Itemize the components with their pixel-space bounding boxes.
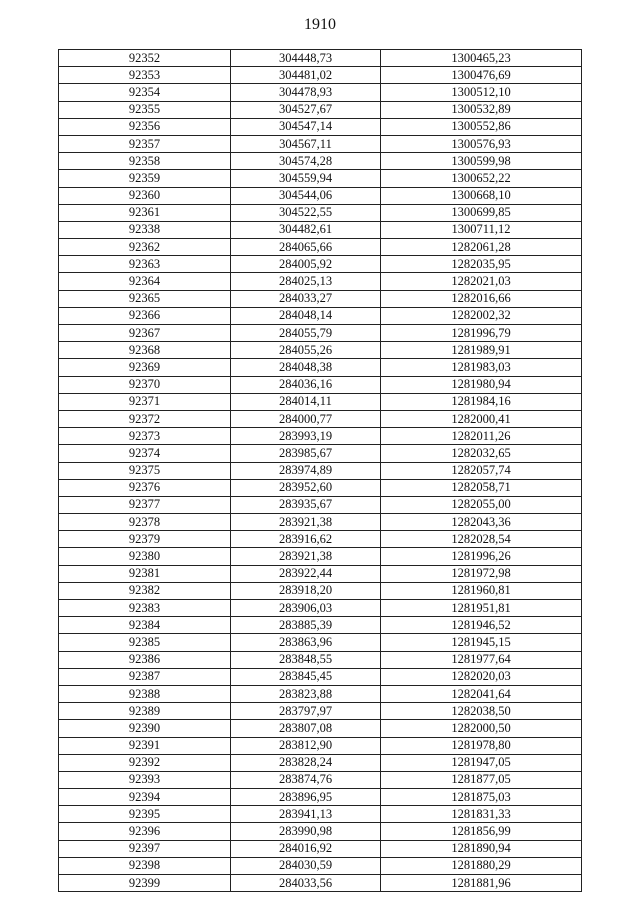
x-coordinate-cell: 283990,98 (231, 823, 381, 840)
table-row (59, 479, 582, 496)
y-coordinate-cell: 1281996,79 (381, 325, 582, 342)
point-number-cell: 92395 (59, 806, 231, 823)
point-number-cell: 92394 (59, 789, 231, 806)
x-coordinate-cell: 284048,38 (231, 359, 381, 376)
x-coordinate-cell: 304574,28 (231, 153, 381, 170)
table-row (59, 857, 582, 874)
y-coordinate-cell: 1300652,22 (381, 170, 582, 187)
table-row (59, 170, 582, 187)
y-coordinate-cell: 1281945,15 (381, 634, 582, 651)
point-number-cell: 92355 (59, 101, 231, 118)
y-coordinate-cell: 1282041,64 (381, 685, 582, 702)
x-coordinate-cell: 283885,39 (231, 617, 381, 634)
point-number-cell: 92399 (59, 875, 231, 892)
point-number-cell: 92370 (59, 376, 231, 393)
point-number-cell: 92397 (59, 840, 231, 857)
x-coordinate-cell: 283918,20 (231, 582, 381, 599)
table-row (59, 565, 582, 582)
table-row (59, 410, 582, 427)
table-row (59, 101, 582, 118)
table-row (59, 462, 582, 479)
x-coordinate-cell: 304527,67 (231, 101, 381, 118)
point-number-cell: 92398 (59, 857, 231, 874)
point-number-cell: 92391 (59, 737, 231, 754)
point-number-cell: 92366 (59, 307, 231, 324)
x-coordinate-cell: 283863,96 (231, 634, 381, 651)
y-coordinate-cell: 1282057,74 (381, 462, 582, 479)
table-row (59, 67, 582, 84)
x-coordinate-cell: 284065,66 (231, 239, 381, 256)
y-coordinate-cell: 1281989,91 (381, 342, 582, 359)
point-number-cell: 92388 (59, 685, 231, 702)
table-row (59, 84, 582, 101)
y-coordinate-cell: 1281972,98 (381, 565, 582, 582)
table-row (59, 445, 582, 462)
y-coordinate-cell: 1282061,28 (381, 239, 582, 256)
x-coordinate-cell: 304567,11 (231, 135, 381, 152)
y-coordinate-cell: 1281983,03 (381, 359, 582, 376)
y-coordinate-cell: 1300576,93 (381, 135, 582, 152)
y-coordinate-cell: 1281977,64 (381, 651, 582, 668)
y-coordinate-cell: 1281831,33 (381, 806, 582, 823)
y-coordinate-cell: 1282020,03 (381, 668, 582, 685)
y-coordinate-cell: 1282000,50 (381, 720, 582, 737)
x-coordinate-cell: 304559,94 (231, 170, 381, 187)
y-coordinate-cell: 1300711,12 (381, 221, 582, 238)
table-row (59, 273, 582, 290)
table-row (59, 290, 582, 307)
point-number-cell: 92361 (59, 204, 231, 221)
y-coordinate-cell: 1281951,81 (381, 600, 582, 617)
table-row (59, 325, 582, 342)
x-coordinate-cell: 284033,27 (231, 290, 381, 307)
point-number-cell: 92373 (59, 428, 231, 445)
x-coordinate-cell: 283845,45 (231, 668, 381, 685)
table-row (59, 600, 582, 617)
point-number-cell: 92389 (59, 703, 231, 720)
point-number-cell: 92383 (59, 600, 231, 617)
point-number-cell: 92372 (59, 410, 231, 427)
point-number-cell: 92368 (59, 342, 231, 359)
x-coordinate-cell: 304547,14 (231, 118, 381, 135)
table-row (59, 187, 582, 204)
y-coordinate-cell: 1281960,81 (381, 582, 582, 599)
x-coordinate-cell: 283921,38 (231, 548, 381, 565)
x-coordinate-cell: 284016,92 (231, 840, 381, 857)
table-row (59, 840, 582, 857)
table-row (59, 428, 582, 445)
point-number-cell: 92378 (59, 514, 231, 531)
point-number-cell: 92371 (59, 393, 231, 410)
x-coordinate-cell: 283896,95 (231, 789, 381, 806)
x-coordinate-cell: 284005,92 (231, 256, 381, 273)
x-coordinate-cell: 304481,02 (231, 67, 381, 84)
point-number-cell: 92392 (59, 754, 231, 771)
y-coordinate-cell: 1282032,65 (381, 445, 582, 462)
x-coordinate-cell: 284048,14 (231, 307, 381, 324)
page-number: 1910 (304, 16, 336, 33)
point-number-cell: 92367 (59, 325, 231, 342)
y-coordinate-cell: 1300532,89 (381, 101, 582, 118)
table-row (59, 50, 582, 67)
point-number-cell: 92353 (59, 67, 231, 84)
x-coordinate-cell: 284030,59 (231, 857, 381, 874)
y-coordinate-cell: 1281946,52 (381, 617, 582, 634)
y-coordinate-cell: 1281978,80 (381, 737, 582, 754)
table-row (59, 754, 582, 771)
point-number-cell: 92365 (59, 290, 231, 307)
point-number-cell: 92376 (59, 479, 231, 496)
table-row (59, 823, 582, 840)
point-number-cell: 92352 (59, 50, 231, 67)
y-coordinate-cell: 1282011,26 (381, 428, 582, 445)
x-coordinate-cell: 304522,55 (231, 204, 381, 221)
x-coordinate-cell: 283952,60 (231, 479, 381, 496)
table-row (59, 204, 582, 221)
x-coordinate-cell: 304448,73 (231, 50, 381, 67)
point-number-cell: 92375 (59, 462, 231, 479)
x-coordinate-cell: 283974,89 (231, 462, 381, 479)
x-coordinate-cell: 283993,19 (231, 428, 381, 445)
y-coordinate-cell: 1282002,32 (381, 307, 582, 324)
y-coordinate-cell: 1281880,29 (381, 857, 582, 874)
table-row (59, 359, 582, 376)
y-coordinate-cell: 1282035,95 (381, 256, 582, 273)
point-number-cell: 92360 (59, 187, 231, 204)
point-number-cell: 92359 (59, 170, 231, 187)
point-number-cell: 92382 (59, 582, 231, 599)
x-coordinate-cell: 284036,16 (231, 376, 381, 393)
point-number-cell: 92380 (59, 548, 231, 565)
x-coordinate-cell: 284055,79 (231, 325, 381, 342)
x-coordinate-cell: 283922,44 (231, 565, 381, 582)
x-coordinate-cell: 283935,67 (231, 496, 381, 513)
x-coordinate-cell: 283823,88 (231, 685, 381, 702)
point-number-cell: 92377 (59, 496, 231, 513)
y-coordinate-cell: 1282028,54 (381, 531, 582, 548)
x-coordinate-cell: 284055,26 (231, 342, 381, 359)
table-row (59, 806, 582, 823)
y-coordinate-cell: 1282043,36 (381, 514, 582, 531)
y-coordinate-cell: 1300552,86 (381, 118, 582, 135)
y-coordinate-cell: 1281856,99 (381, 823, 582, 840)
point-number-cell: 92393 (59, 771, 231, 788)
y-coordinate-cell: 1281980,94 (381, 376, 582, 393)
table-row (59, 514, 582, 531)
point-number-cell: 92384 (59, 617, 231, 634)
table-row (59, 685, 582, 702)
point-number-cell: 92390 (59, 720, 231, 737)
table-row (59, 135, 582, 152)
y-coordinate-cell: 1282016,66 (381, 290, 582, 307)
x-coordinate-cell: 283916,62 (231, 531, 381, 548)
point-number-cell: 92363 (59, 256, 231, 273)
point-number-cell: 92386 (59, 651, 231, 668)
y-coordinate-cell: 1282058,71 (381, 479, 582, 496)
point-number-cell: 92358 (59, 153, 231, 170)
y-coordinate-cell: 1282000,41 (381, 410, 582, 427)
table-row (59, 582, 582, 599)
y-coordinate-cell: 1282055,00 (381, 496, 582, 513)
coordinates-table (58, 49, 582, 892)
table-row (59, 668, 582, 685)
y-coordinate-cell: 1300512,10 (381, 84, 582, 101)
y-coordinate-cell: 1300668,10 (381, 187, 582, 204)
point-number-cell: 92387 (59, 668, 231, 685)
x-coordinate-cell: 283848,55 (231, 651, 381, 668)
x-coordinate-cell: 283807,08 (231, 720, 381, 737)
point-number-cell: 92396 (59, 823, 231, 840)
table-row (59, 376, 582, 393)
point-number-cell: 92379 (59, 531, 231, 548)
x-coordinate-cell: 284014,11 (231, 393, 381, 410)
table-row (59, 393, 582, 410)
y-coordinate-cell: 1281881,96 (381, 875, 582, 892)
table-row (59, 531, 582, 548)
point-number-cell: 92385 (59, 634, 231, 651)
y-coordinate-cell: 1300599,98 (381, 153, 582, 170)
table-row (59, 634, 582, 651)
table-row (59, 703, 582, 720)
x-coordinate-cell: 283985,67 (231, 445, 381, 462)
table-row (59, 651, 582, 668)
x-coordinate-cell: 283921,38 (231, 514, 381, 531)
x-coordinate-cell: 304544,06 (231, 187, 381, 204)
x-coordinate-cell: 283828,24 (231, 754, 381, 771)
table-row (59, 342, 582, 359)
table-row (59, 737, 582, 754)
y-coordinate-cell: 1282021,03 (381, 273, 582, 290)
x-coordinate-cell: 304482,61 (231, 221, 381, 238)
x-coordinate-cell: 304478,93 (231, 84, 381, 101)
point-number-cell: 92338 (59, 221, 231, 238)
x-coordinate-cell: 283874,76 (231, 771, 381, 788)
point-number-cell: 92374 (59, 445, 231, 462)
point-number-cell: 92381 (59, 565, 231, 582)
table-row (59, 307, 582, 324)
table-row (59, 153, 582, 170)
x-coordinate-cell: 283797,97 (231, 703, 381, 720)
point-number-cell: 92354 (59, 84, 231, 101)
table-row (59, 221, 582, 238)
y-coordinate-cell: 1281984,16 (381, 393, 582, 410)
y-coordinate-cell: 1281890,94 (381, 840, 582, 857)
point-number-cell: 92356 (59, 118, 231, 135)
point-number-cell: 92357 (59, 135, 231, 152)
table-row (59, 118, 582, 135)
y-coordinate-cell: 1282038,50 (381, 703, 582, 720)
table-row (59, 771, 582, 788)
table-row (59, 789, 582, 806)
table-row (59, 256, 582, 273)
table-row (59, 720, 582, 737)
table-row (59, 239, 582, 256)
table-row (59, 548, 582, 565)
y-coordinate-cell: 1300465,23 (381, 50, 582, 67)
point-number-cell: 92369 (59, 359, 231, 376)
x-coordinate-cell: 284000,77 (231, 410, 381, 427)
y-coordinate-cell: 1281877,05 (381, 771, 582, 788)
table-row (59, 617, 582, 634)
x-coordinate-cell: 284033,56 (231, 875, 381, 892)
y-coordinate-cell: 1281875,03 (381, 789, 582, 806)
y-coordinate-cell: 1281996,26 (381, 548, 582, 565)
x-coordinate-cell: 283812,90 (231, 737, 381, 754)
y-coordinate-cell: 1300476,69 (381, 67, 582, 84)
x-coordinate-cell: 283906,03 (231, 600, 381, 617)
table-row (59, 875, 582, 892)
x-coordinate-cell: 284025,13 (231, 273, 381, 290)
point-number-cell: 92364 (59, 273, 231, 290)
point-number-cell: 92362 (59, 239, 231, 256)
x-coordinate-cell: 283941,13 (231, 806, 381, 823)
y-coordinate-cell: 1300699,85 (381, 204, 582, 221)
y-coordinate-cell: 1281947,05 (381, 754, 582, 771)
table-body (59, 50, 582, 892)
table-row (59, 496, 582, 513)
